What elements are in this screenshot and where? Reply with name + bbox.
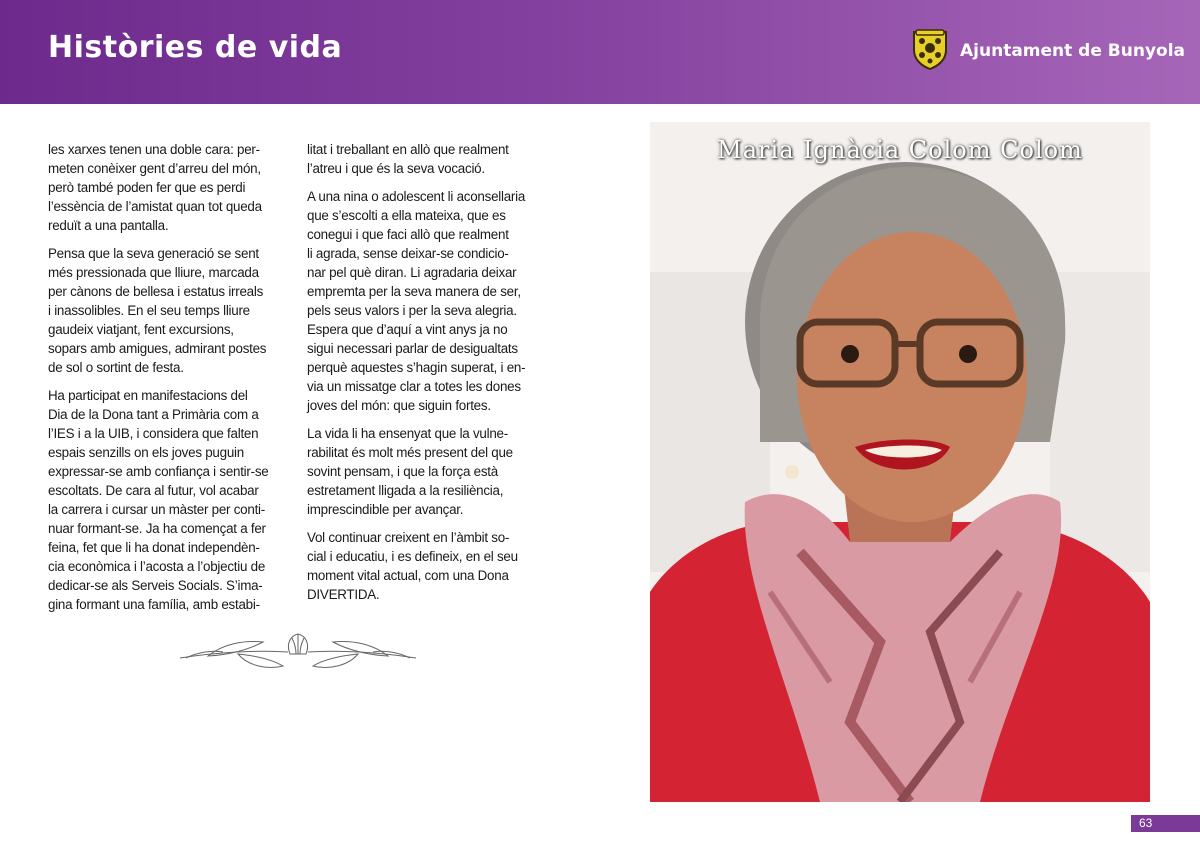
paragraph: litat i treballant en allò que realment l’atreu i que és la seva vocació.	[307, 142, 509, 176]
coat-of-arms-icon	[910, 28, 950, 75]
text-column-2	[307, 140, 552, 613]
brand-name: Ajuntament de Bunyola	[960, 41, 1186, 61]
photo-caption: Maria Ignàcia Colom Colom	[717, 136, 1083, 164]
paragraph: Vol continuar creixent en l’àmbit so- cial i educatiu, i es defineix, en el seu moment vital actual, com una Dona DIVERTIDA.	[307, 530, 518, 602]
paragraph: les xarxes tenen una doble cara: per- meten conèixer gent d’arreu del món, però també poden fer que es perdi l’essència de l’amistat quan tot queda reduït a una pantalla.	[48, 142, 262, 233]
page-header	[0, 0, 1200, 104]
paragraph: Pensa que la seva generació se sent més pressionada que lliure, marcada per cànons de bellesa i estatus irreals i inassolibles. En el seu temps lliure gaudeix viatjant, fent excursions, sopars amb amigues, admirant postes de sol o sortint de festa.	[48, 246, 267, 375]
paragraph: A una nina o adolescent li aconsellaria que s’escolti a ella mateixa, que es conegui i que faci allò que realment li agrada, sense deixar-se condicio- nar pel què diran. Li agradaria deixar empremta per la seva manera de ser, pels seus valors i per la seva alegria. Espera que d’aquí a vint anys ja no sigui necessari parlar de desigualtats perquè aquestes s’hagin superat, i en- via un missatge clar a totes les dones joves del món: que siguin fortes.	[307, 189, 526, 413]
paragraph: La vida li ha ensenyat que la vulne- rabilitat és molt més present del que sovint pensam, i que la força està estretament lligada a la resiliència, imprescindible per avançar.	[307, 426, 513, 517]
brand	[910, 30, 1185, 72]
text-column-1	[48, 140, 293, 623]
page-title: Històries de vida	[48, 30, 343, 65]
paragraph: Ha participat en manifestacions del Dia de la Dona tant a Primària com a l’IES i a la UIB, i considera que falten espais senzills on els joves puguin expressar-se amb confiança i sentir-se escoltats. De cara al futur, vol acabar la carrera i cursar un màster per conti- nuar formant-se. Ja ha començat a fer feina, fet que li ha donat independèn- cia econòmica i l’acosta a l’objectiu de dedicar-se als Serveis Socials. S’ima- gina formant una família, amb estabi-	[48, 388, 269, 612]
portrait-photo	[650, 122, 1150, 802]
page-number: 63	[1131, 815, 1200, 832]
leaf-ornament-icon	[178, 630, 418, 677]
